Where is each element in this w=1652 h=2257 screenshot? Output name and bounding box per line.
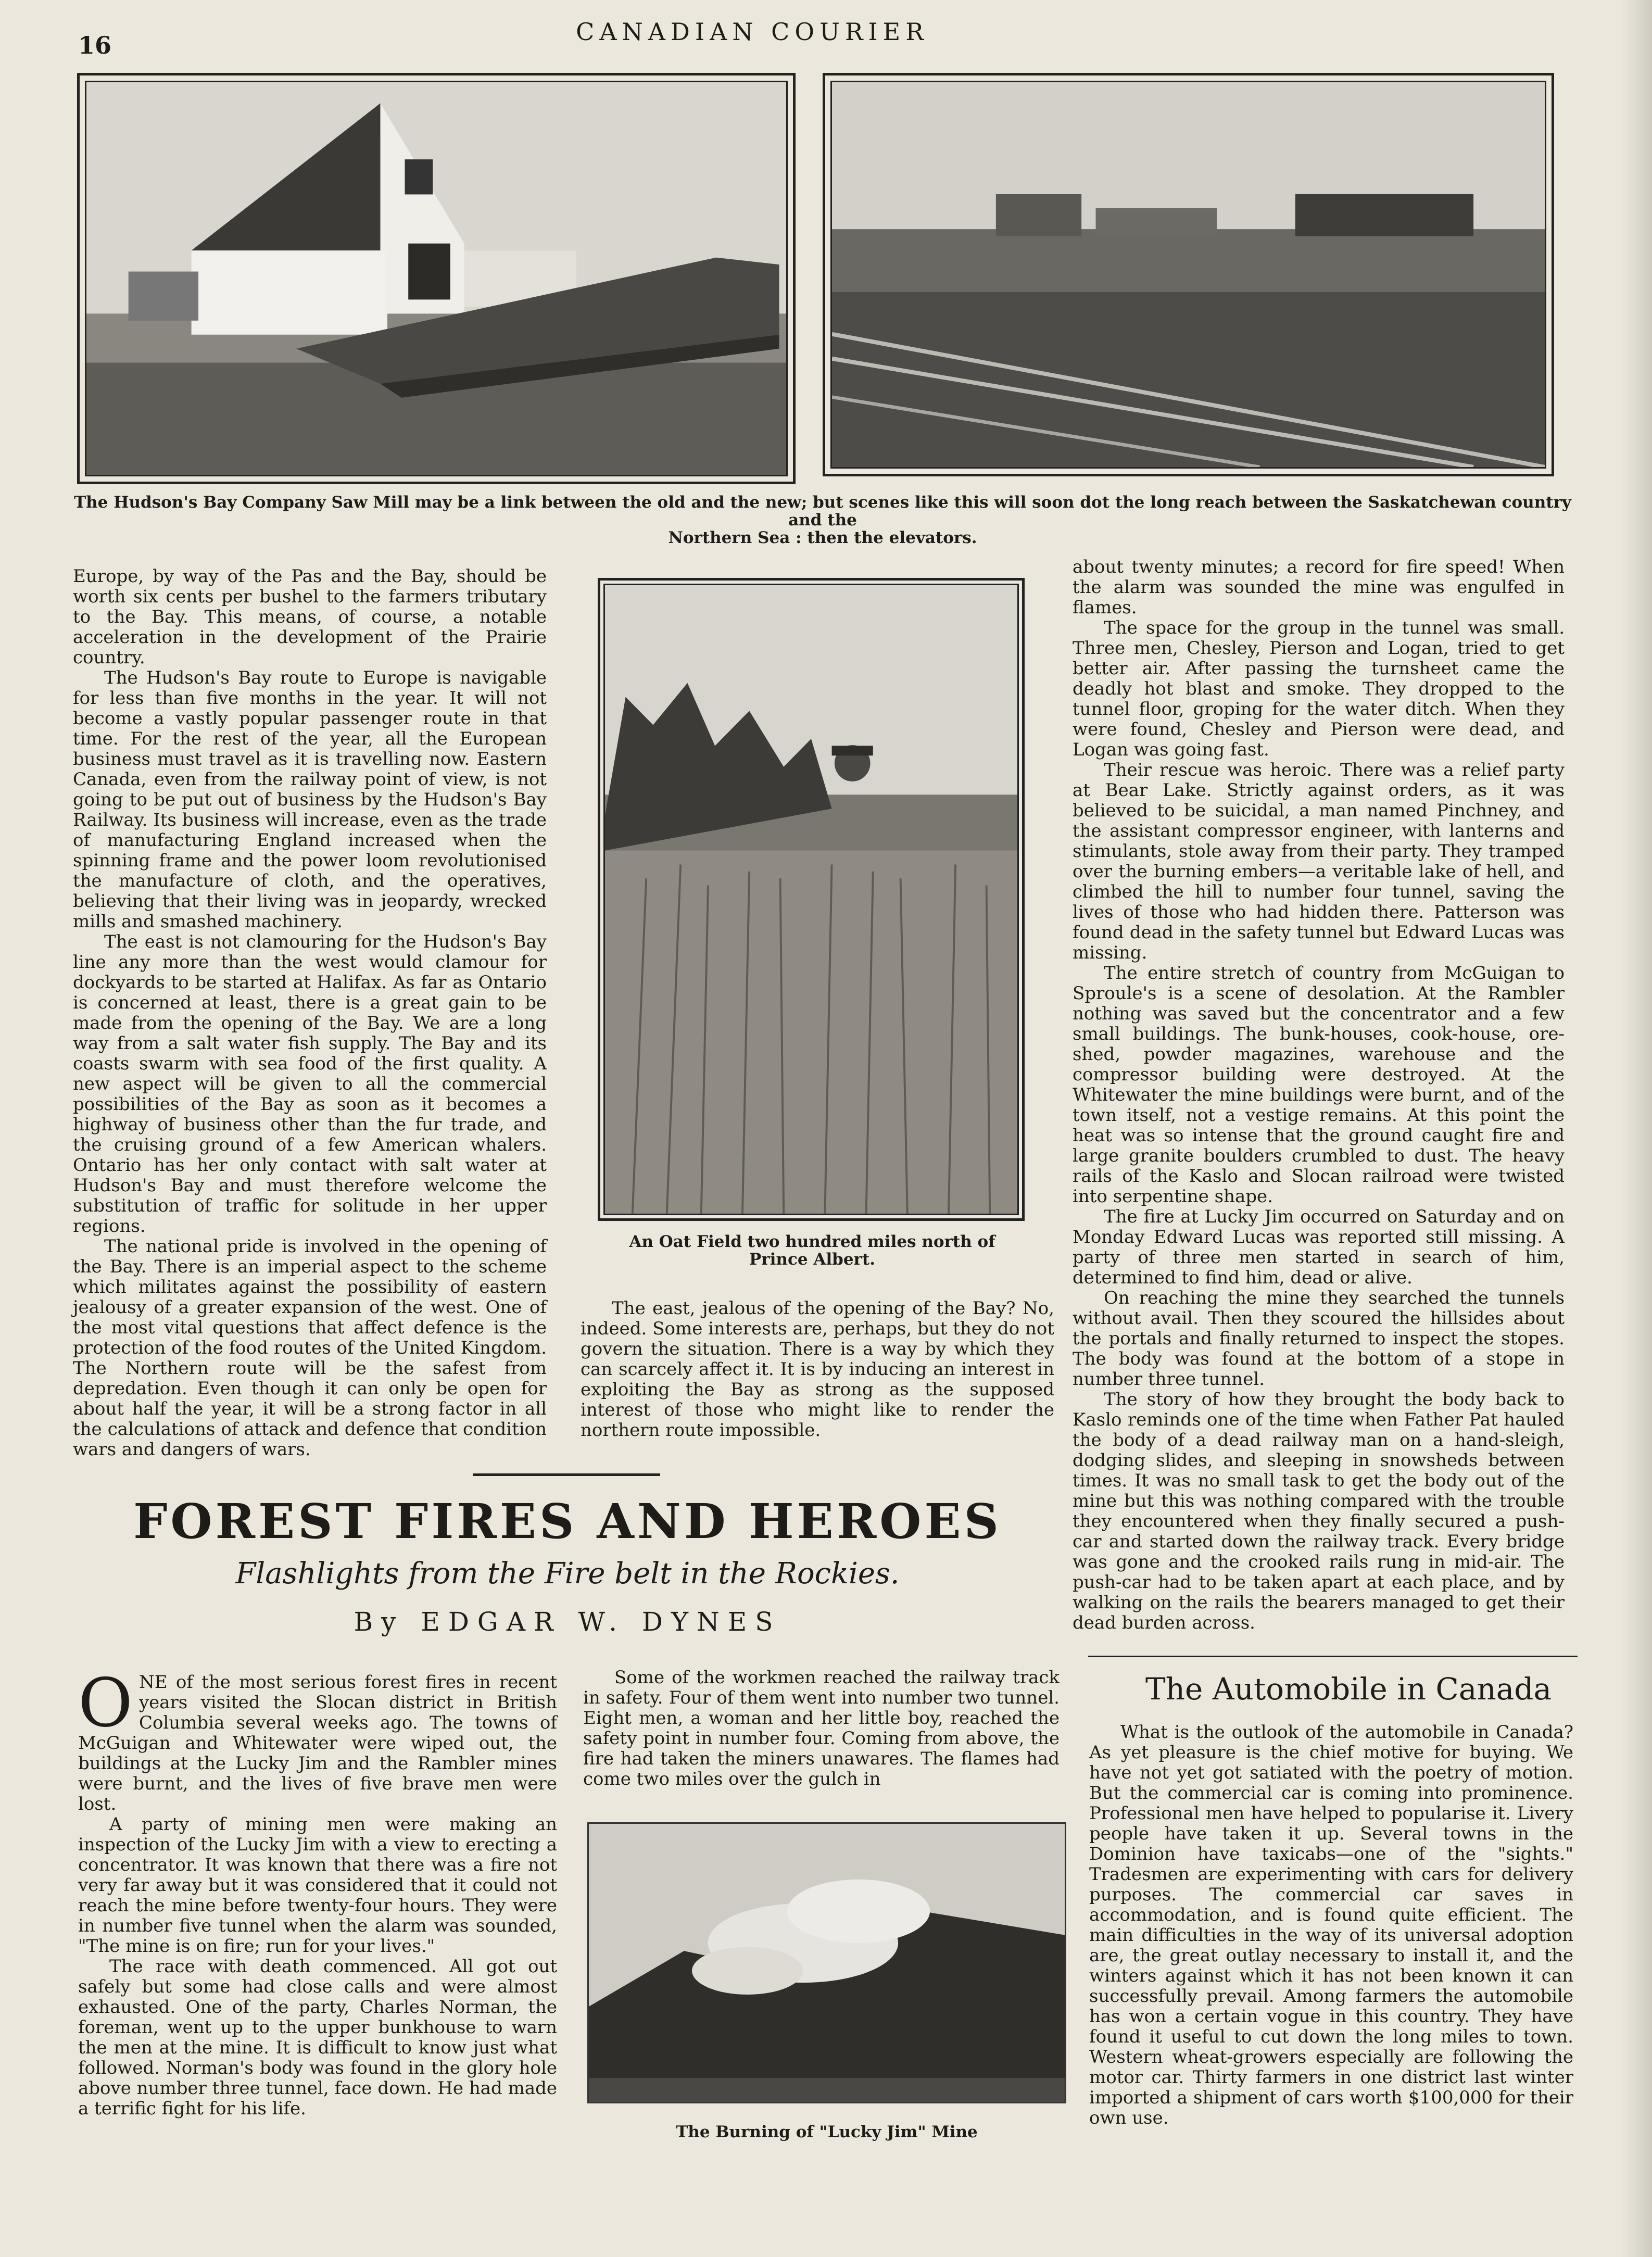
oat-caption-line-1: An Oat Field two hundred miles north of: [629, 1232, 995, 1251]
fire-column-middle: [583, 1668, 1060, 1789]
paragraph: The fire at Lucky Jim occurred on Saturday and on Monday Edward Lucas was reported still missing. A party of three men started in search of him, determined to find him, dead or alive.: [1073, 1206, 1565, 1288]
page-number: 16: [78, 31, 112, 59]
running-head: CANADIAN COURIER: [576, 18, 929, 46]
oat-field-photo: [598, 578, 1025, 1221]
column-right: [1073, 557, 1565, 1633]
lucky-jim-fire-photo: [587, 1822, 1066, 2103]
railway-landscape-photo: [823, 73, 1554, 476]
opening-paragraph: [78, 1665, 557, 1814]
paragraph: Their rescue was heroic. There was a relief party at Bear Lake. Strictly against orders, as it was believed to be suicidal, a man named Pinchney, and the assistant compressor engineer, with lanterns and stimulants, stole away from their party. They tramped over the burning embers—a veritable lake of hell, and climbed the hill to number four tunnel, saving the lives of those who had hidden there. Patterson was found dead in the safety tunnel but Edward Lucas was missing.: [1073, 760, 1565, 963]
page-spine-shadow: [1621, 0, 1652, 2257]
paragraph: about twenty minutes; a record for fire speed! When the alarm was sounded the mine was engulfed in flames.: [1073, 557, 1565, 618]
section-rule: [473, 1473, 660, 1476]
top-caption-line-2: Northern Sea : then the elevators.: [668, 528, 977, 547]
column-middle-upper: [581, 1298, 1054, 1441]
top-caption-line-1: The Hudson's Bay Company Saw Mill may be a link between the old and the new; but scenes like this will soon dot the long reach between the Saskatchewan country and the: [74, 493, 1571, 529]
article-byline: By EDGAR W. DYNES: [354, 1607, 781, 1637]
automobile-title: The Automobile in Canada: [1145, 1671, 1552, 1707]
paragraph: A party of mining men were making an inspection of the Lucky Jim with a view to erecting a concentrator. It was known that there was a fire not very far away but it was considered that it could not reach the mine before twenty-four hours. They were in number five tunnel when the alarm was sounded, "The mine is on fire; run for your lives.": [78, 1814, 557, 1957]
paragraph: The Hudson's Bay route to Europe is navigable for less than five months in the year. It will not become a vastly popular passenger route in that time. For the rest of the year, all the European business must travel as it is travelling now. Eastern Canada, even from the railway point of view, is not going to be put out of business by the Hudson's Bay Railway. Its business will increase, even as the trade of manufacturing England increased when the spinning frame and the power loom revolutionised the manufacture of cloth, and the operatives, believing that their living was in jeopardy, wrecked mills and smashed machinery.: [73, 667, 547, 932]
paragraph: Europe, by way of the Pas and the Bay, should be worth six cents per bushel to the farmers tributary to the Bay. This means, of course, a notable acceleration in the development of the Prairie country.: [73, 566, 547, 668]
oat-field-caption: [594, 1233, 1031, 1268]
paragraph: On reaching the mine they searched the tunnels without avail. Then they scoured the hillsides about the portals and finally returned to inspect the stopes. The body was found at the bottom of a stope in number three tunnel.: [1073, 1288, 1565, 1390]
paragraph: The national pride is involved in the opening of the Bay. There is an imperial aspect to the scheme which militates against the possibility of eastern jealousy of a greater expansion of the west. One of the most vital questions that affect defence is the protection of the food routes of the United Kingdom. The Northern route will be the safest from depredation. Even though it can only be open for about half the year, it will be a strong factor in all the calculations of attack and defence that condition wars and dangers of wars.: [73, 1236, 547, 1460]
paragraph: The story of how they brought the body back to Kaslo reminds one of the time when Father Pat hauled the body of a dead railway man on a hand-sleigh, dodging slides, and sleeping in snowsheds between times. It was no small task to get the body out of the mine but this was nothing compared with the trouble they encountered when they finally secured a push-car and started down the railway track. Every bridge was gone and the crooked rails rung in mid-air. The push-car had to be taken apart at each place, and by walking on the rails the bearers managed to get their dead burden across.: [1073, 1389, 1565, 1633]
article-subheadline: Flashlights from the Fire belt in the Rockies.: [235, 1557, 900, 1591]
fire-column-left: [78, 1665, 557, 2119]
column-left-upper: [73, 566, 547, 1460]
top-photos-caption: [73, 494, 1572, 547]
automobile-rule: [1088, 1656, 1578, 1657]
paragraph: The east is not clamouring for the Hudson's Bay line any more than the west would clamour for dockyards to be started at Halifax. As far as Ontario is concerned at least, there is a great gain to be made from the opening of the Bay. We are a long way from a salt water fish supply. The Bay and its coasts swarm with sea food of the first quality. A new aspect will be given to all the commercial possibilities of the Bay as soon as it becomes a highway of business other than the fur trade, and the cruising ground of a few American whalers. Ontario has her only contact with salt water at Hudson's Bay and must therefore welcome the substitution of traffic for solitude in her upper regions.: [73, 931, 547, 1237]
opening-text: NE of the most serious forest fires in recent years visited the Slocan district in British Columbia several weeks ago. The towns of McGuigan and Whitewater were wiped out, the buildings at the Lucky Jim and the Rambler mines were burnt, and the lives of five brave men were lost.: [78, 1672, 557, 1814]
fire-photo-caption: The Burning of "Lucky Jim" Mine: [676, 2123, 978, 2141]
paragraph: Some of the workmen reached the railway track in safety. Four of them went into number two tunnel. Eight men, a woman and her little boy, reached the safety point in number four. Coming from above, the fire had taken the miners unawares. The flames had come two miles over the gulch in: [583, 1667, 1060, 1789]
drop-cap: O: [78, 1665, 133, 1742]
paragraph: What is the outlook of the automobile in Canada? As yet pleasure is the chief motive for buying. We have not yet got satiated with the poetry of motion. But the commercial car is coming into prominence. Professional men have helped to popularise it. Livery people have taken it up. Several towns in the Dominion have taxicabs—one of the "sights." Tradesmen are experimenting with cars for delivery purposes. The commercial car saves in accommodation, and is found quite efficient. The main difficulties in the way of its universal adoption are, the great outlay necessary to install it, and the winters against which it has not been known it can successfully prevail. Among farmers the automobile has won a certain vogue in this country. They have found it useful to cut down the long miles to town. Western wheat-growers especially are following the motor car. Thirty farmers in one district last winter imported a shipment of cars worth $100,000 for their own use.: [1089, 1722, 1573, 2128]
paragraph: The space for the group in the tunnel was small. Three men, Chesley, Pierson and Logan, tried to get better air. After passing the turnsheet came the deadly hot blast and smoke. They dropped to the tunnel floor, groping for the water ditch. When they were found, Chesley and Pierson were dead, and Logan was going fast.: [1073, 617, 1565, 760]
paragraph: The east, jealous of the opening of the Bay? No, indeed. Some interests are, perhaps, but they do not govern the situation. There is a way by which they can scarcely affect it. It is by inducing an interest in exploiting the Bay as strong as the supposed interest of those who might like to render the northern route impossible.: [581, 1298, 1054, 1441]
automobile-column: [1089, 1722, 1573, 2128]
article-headline: FOREST FIRES AND HEROES: [133, 1493, 1002, 1549]
saw-mill-photo: [77, 73, 796, 484]
paragraph: The race with death commenced. All got out safely but some had close calls and were almost exhausted. One of the party, Charles Norman, the foreman, went up to the upper bunkhouse to warn the men at the mine. It is difficult to know just what followed. Norman's body was found in the glory hole above number three tunnel, face down. He had made a terrific fight for his life.: [78, 1956, 557, 2119]
paragraph: The entire stretch of country from McGuigan to Sproule's is a scene of desolation. At the Rambler nothing was saved but the concentrator and a few small buildings. The bunk-houses, cook-house, ore-shed, powder magazines, warehouse and the compressor building were destroyed. At the Whitewater the mine buildings were burnt, and of the town itself, not a vestige remains. At this point the heat was so intense that the ground caught fire and large granite boulders crumbled to dust. The heavy rails of the Kaslo and Slocan railroad were twisted into serpentine shape.: [1073, 963, 1565, 1207]
oat-caption-line-2: Prince Albert.: [749, 1250, 876, 1269]
